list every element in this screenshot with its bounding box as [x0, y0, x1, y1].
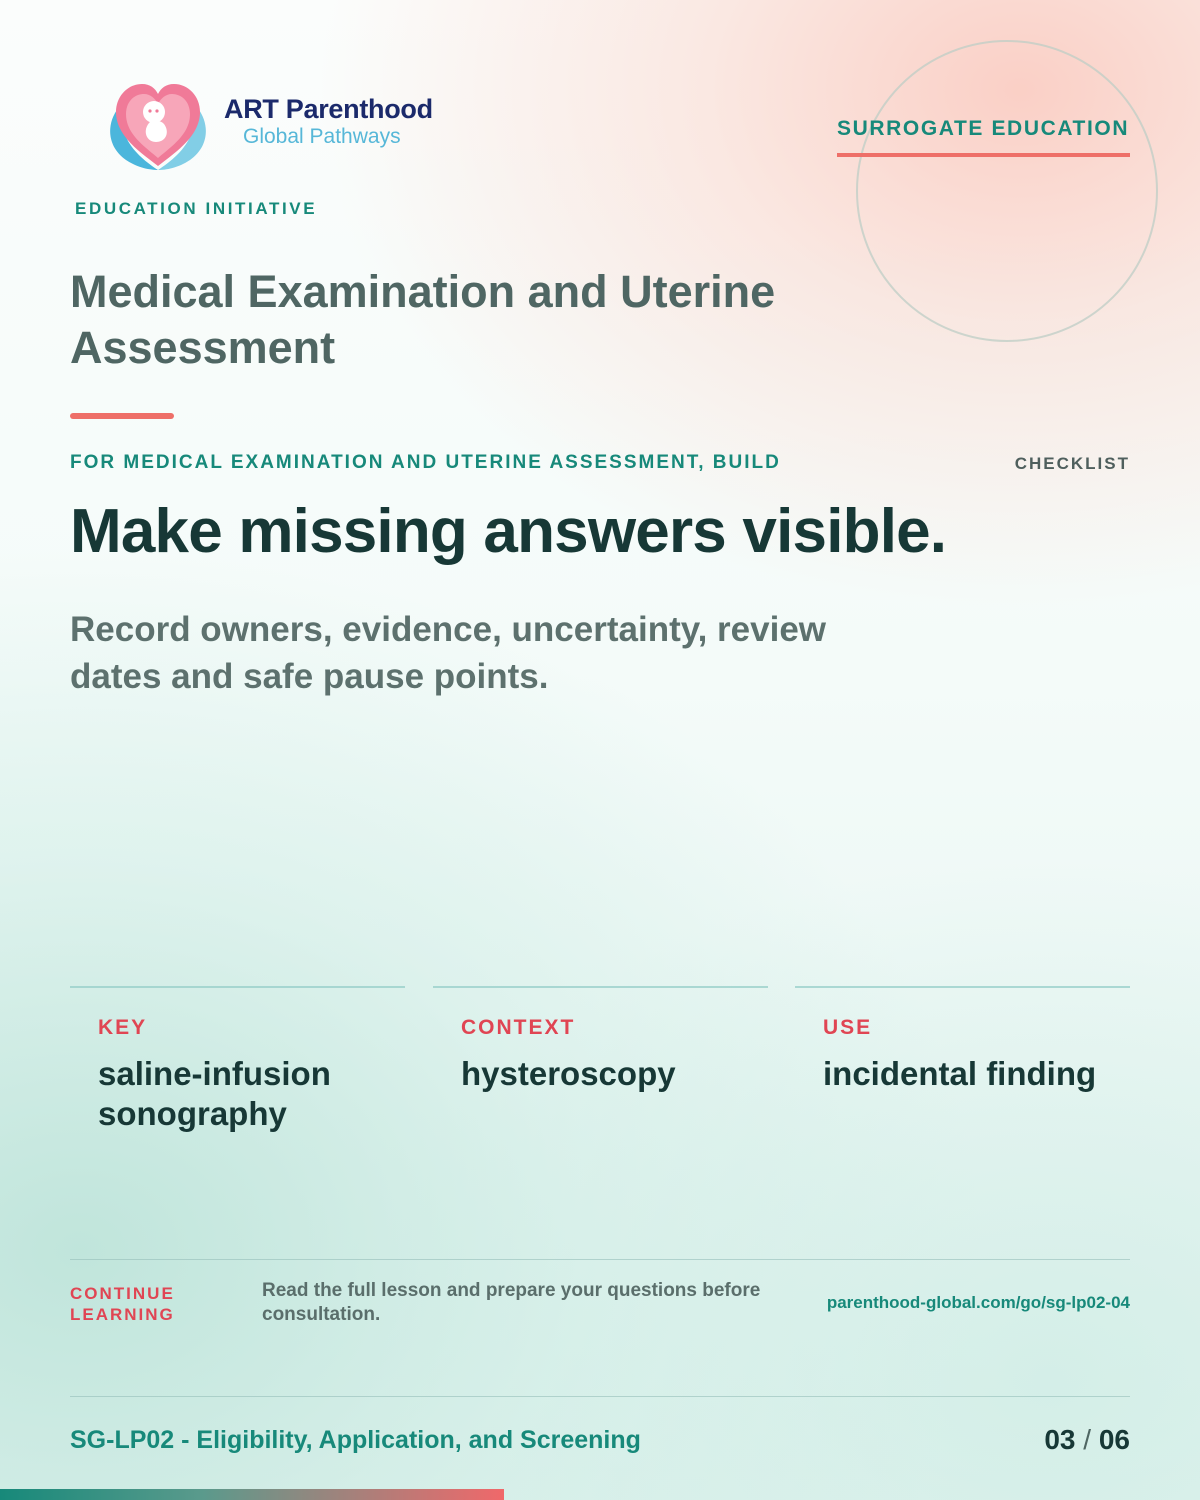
card-value: saline-infusion sonography	[98, 1055, 331, 1132]
decorative-circle	[856, 40, 1158, 342]
brand-subtitle: Global Pathways	[243, 125, 401, 148]
card-label: USE	[823, 1016, 873, 1039]
heart-hands-logo-icon	[100, 74, 216, 174]
continue-learning-label: CONTINUE LEARNING	[70, 1284, 175, 1324]
card-value: hysteroscopy	[461, 1055, 676, 1092]
card-label: CONTEXT	[461, 1016, 576, 1039]
card-use	[795, 986, 1130, 1188]
footer-divider-top	[70, 1259, 1130, 1260]
page-current: 03	[1044, 1424, 1076, 1455]
category-tag-underline	[837, 153, 1130, 157]
lesson-link[interactable]: parenthood-global.com/go/sg-lp02-04	[826, 1293, 1130, 1312]
body-text: Record owners, evidence, uncertainty, review dates and safe pause points.	[70, 610, 827, 696]
initiative-label: EDUCATION INITIATIVE	[75, 199, 318, 218]
card-context	[433, 986, 768, 1188]
headline: Make missing answers visible.	[70, 497, 947, 566]
content-type-label: CHECKLIST	[1014, 454, 1130, 473]
progress-bar	[0, 1489, 504, 1500]
card-label: KEY	[98, 1016, 148, 1039]
page-indicator	[1044, 1424, 1130, 1456]
kicker-text: FOR MEDICAL EXAMINATION AND UTERINE ASSESSMENT, BUILD	[70, 452, 781, 473]
page-title: Medical Examination and Uterine Assessment	[70, 266, 776, 373]
footer-divider-bottom	[70, 1396, 1130, 1397]
brand-name: ART Parenthood	[224, 94, 433, 124]
card-key	[70, 986, 405, 1188]
title-accent-rule	[70, 413, 174, 419]
page-separator: /	[1083, 1424, 1092, 1455]
series-title: SG-LP02 - Eligibility, Application, and Screening	[70, 1426, 641, 1454]
card-value: incidental finding	[823, 1055, 1097, 1092]
footer-note: Read the full lesson and prepare your questions before consultation.	[262, 1280, 761, 1325]
category-tag: SURROGATE EDUCATION	[837, 117, 1130, 140]
page-total: 06	[1098, 1424, 1130, 1455]
